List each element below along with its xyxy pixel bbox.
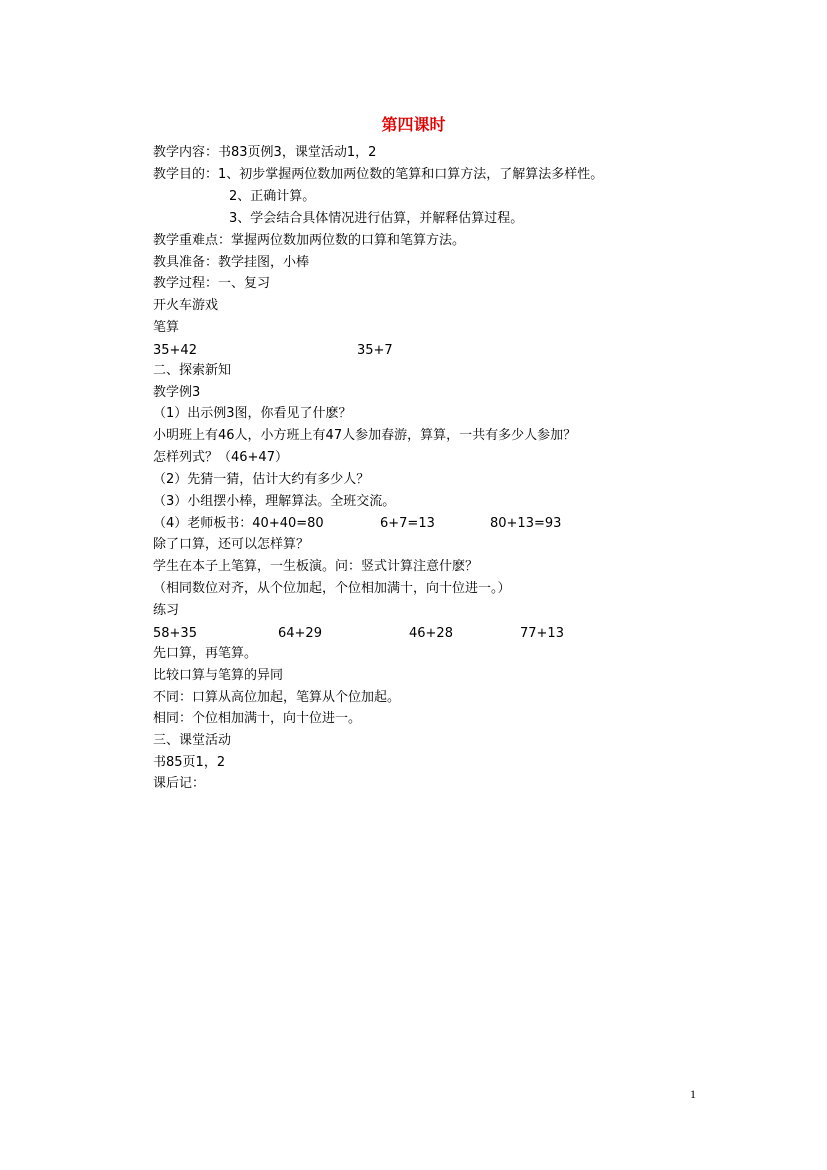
teaching-goal-2: 2、正确计算。 [229,189,316,204]
review-exercise: 35+42 [153,343,197,358]
practice-exercise: 46+28 [409,626,453,641]
other-way: 除了口算，还可以怎样算？ [153,537,310,552]
problem-text: 小明班上有46人，小方班上有47人参加春游，算算，一共有多少人参加？ [153,428,577,443]
section-heading: 二、探索新知 [153,363,232,378]
formula-text: 怎样列式？（46+47） [153,450,288,465]
step-4-calc: 6+7=13 [380,516,435,531]
practice-exercise: 77+13 [520,626,564,641]
practice-exercise: 64+29 [278,626,322,641]
page-number: 1 [690,1087,696,1101]
rule-text: （相同数位对齐，从个位加起，个位相加满十，向十位进一。） [153,581,511,596]
activity-book: 书85页1，2 [153,755,226,770]
page-title: 第四课时 [381,115,446,134]
step-4-calc: 80+13=93 [490,516,562,531]
difference-text: 不同：口算从高位加起，笔算从个位加起。 [153,690,401,705]
teaching-goal-1: 教学目的：1、初步掌握两位数加两位数的笔算和口算方法，了解算法多样性。 [153,167,604,182]
step-2: （2）先猜一猜，估计大约有多少人？ [153,472,370,487]
practice-heading: 练习 [153,603,180,618]
teaching-content: 教学内容：书83页例3，课堂活动1，2 [153,145,377,160]
after-class-notes: 课后记： [153,776,206,791]
step-4: （4）老师板书：40+40=80 [153,516,324,531]
similarity-text: 相同：个位相加满十，向十位进一。 [153,711,362,726]
activity-heading: 三、课堂活动 [153,733,232,748]
practice-instruction: 先口算，再笔算。 [153,646,258,661]
review-game: 开火车游戏 [153,298,219,313]
review-written: 笔算 [153,320,180,335]
compare-heading: 比较口算与笔算的异同 [153,668,284,683]
practice-exercise: 58+35 [153,626,197,641]
teaching-tools: 教具准备：教学挂图，小棒 [153,255,310,270]
example-label: 教学例3 [153,385,201,400]
board-work: 学生在本子上笔算，一生板演。问：竖式计算注意什麽？ [153,559,479,574]
teaching-goal-3: 3、学会结合具体情况进行估算，并解释估算过程。 [229,211,524,226]
step-3: （3）小组摆小棒，理解算法。全班交流。 [153,494,396,509]
step-1: （1）出示例3图，你看见了什麽？ [153,406,352,421]
key-points: 教学重难点：掌握两位数加两位数的口算和笔算方法。 [153,233,466,248]
teaching-process: 教学过程：一、复习 [153,276,271,291]
review-exercise: 35+7 [357,343,393,358]
